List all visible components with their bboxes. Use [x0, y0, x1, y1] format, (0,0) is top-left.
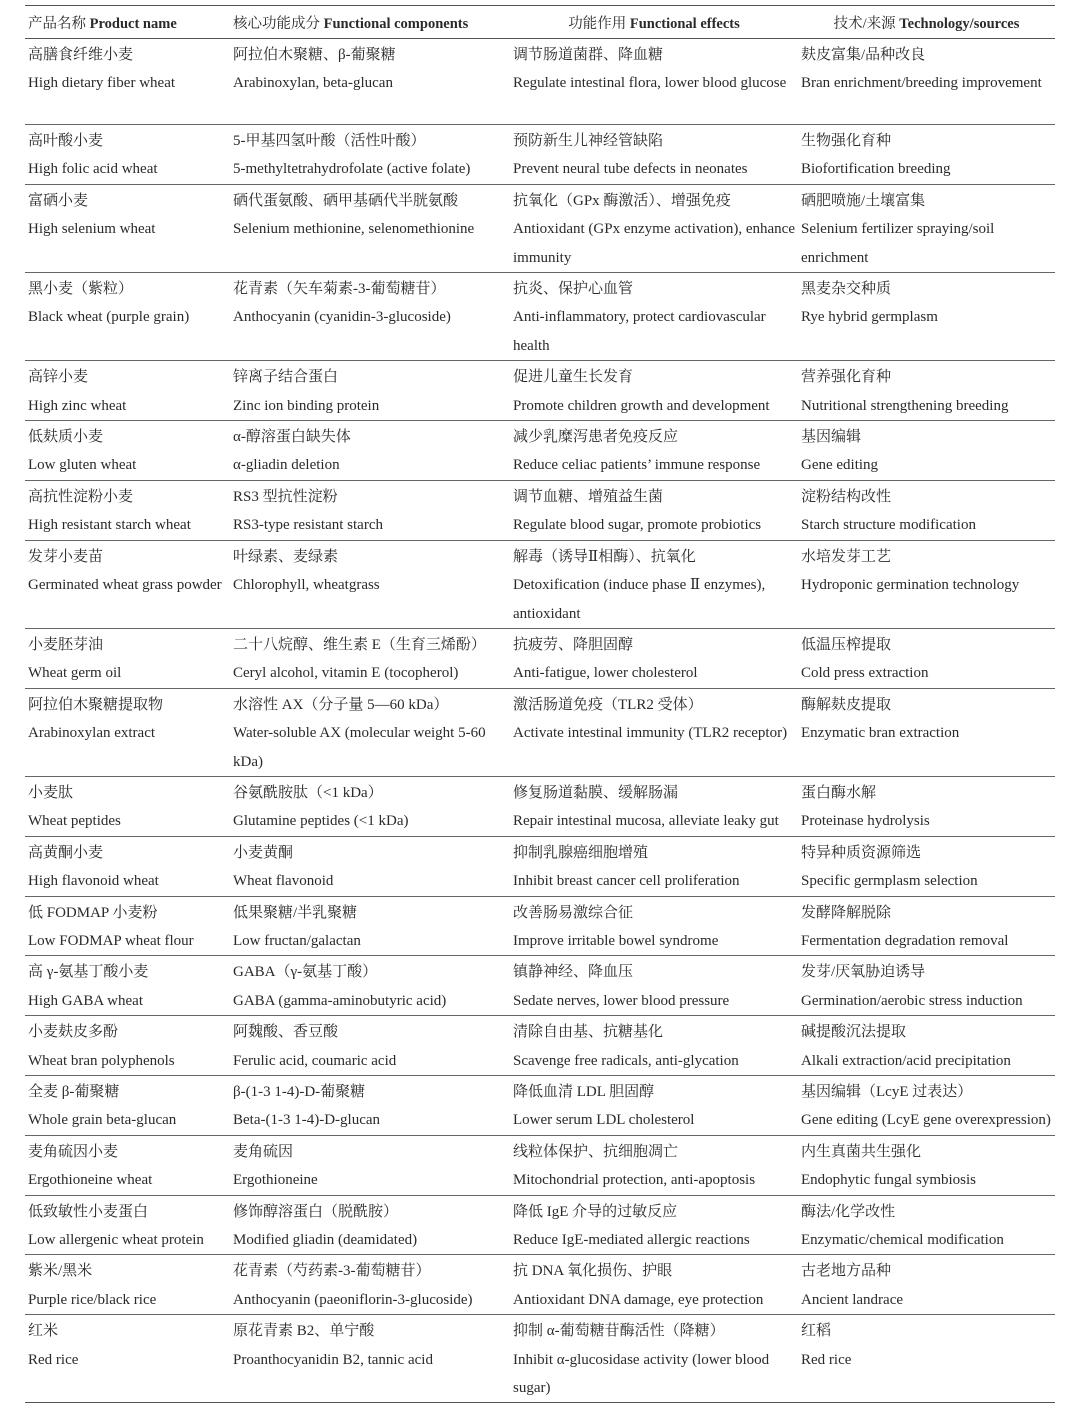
- header-technology-sources: [798, 6, 1055, 39]
- cell-text-en: Black wheat (purple grain): [28, 309, 190, 326]
- cell-text-zh: 低致敏性小麦蛋白: [28, 1203, 149, 1220]
- cell-text-zh: 全麦 β-葡聚糖: [28, 1084, 120, 1100]
- header-functional-effects: [510, 6, 798, 39]
- cell-text-zh: 解毒（诱导Ⅱ相酶）、抗氧化: [513, 548, 696, 565]
- cell-text-zh: 调节血糖、增殖益生菌: [513, 488, 664, 505]
- cell-text-zh: 预防新生儿神经管缺陷: [513, 133, 664, 149]
- cell-technology: [798, 273, 1055, 361]
- cell-effects: [510, 540, 798, 628]
- cell-components: [230, 776, 510, 836]
- cell-effects: [510, 39, 798, 125]
- cell-text-en: Detoxification (induce phase Ⅱ enzymes), antioxidant: [513, 577, 766, 622]
- cell-technology: [798, 361, 1055, 421]
- cell-text-zh: 基因编辑（LcyE 过表达）: [801, 1084, 973, 1100]
- cell-text-zh: 水培发芽工艺: [801, 548, 892, 565]
- cell-effects: [510, 628, 798, 688]
- cell-text-zh: 麦角硫因小麦: [28, 1143, 119, 1160]
- cell-text-en: 5-methyltetrahydrofolate (active folate): [233, 161, 471, 178]
- cell-text-zh: 高 γ-氨基丁酸小麦: [28, 964, 149, 981]
- cell-text-en: High resistant starch wheat: [28, 517, 191, 534]
- cell-text-en: Wheat bran polyphenols: [28, 1052, 175, 1069]
- cell-technology: [798, 1195, 1055, 1255]
- cell-product: [25, 125, 230, 185]
- header-zh: 功能作用: [568, 15, 627, 32]
- cell-components: [230, 956, 510, 1016]
- cell-text-en: Antioxidant (GPx enzyme activation), enhance immunity: [513, 221, 795, 266]
- cell-text-zh: 抗 DNA 氧化损伤、护眼: [513, 1263, 673, 1280]
- cell-text-en: Lower serum LDL cholesterol: [513, 1112, 695, 1129]
- cell-text-en: Anthocyanin (cyanidin-3-glucoside): [233, 309, 451, 326]
- cell-effects: [510, 184, 798, 272]
- cell-text-zh: 发芽/厌氧胁迫诱导: [801, 964, 926, 981]
- table-row: [25, 1076, 1055, 1136]
- cell-text-en: Anthocyanin (paeoniflorin-3-glucoside): [233, 1291, 473, 1308]
- cell-text-zh: 麦角硫因: [233, 1143, 294, 1160]
- cell-text-zh: 碱提酸沉法提取: [801, 1024, 907, 1041]
- cell-components: [230, 688, 510, 776]
- cell-technology: [798, 1016, 1055, 1076]
- cell-text-zh: 高锌小麦: [28, 369, 89, 386]
- table-row: [25, 836, 1055, 896]
- cell-text-en: Bran enrichment/breeding improvement: [801, 75, 1042, 92]
- cell-technology: [798, 1076, 1055, 1136]
- table-body: [25, 39, 1055, 1403]
- cell-effects: [510, 273, 798, 361]
- header-zh: 核心功能成分: [233, 15, 320, 32]
- cell-text-en: Low FODMAP wheat flour: [28, 932, 194, 949]
- cell-effects: [510, 776, 798, 836]
- cell-text-zh: 特异种质资源筛选: [801, 844, 922, 861]
- cell-text-en: Red rice: [801, 1351, 852, 1368]
- cell-components: [230, 184, 510, 272]
- cell-text-en: GABA (gamma-aminobutyric acid): [233, 992, 447, 1009]
- cell-text-en: Beta-(1-3 1-4)-D-glucan: [233, 1112, 381, 1129]
- cell-components: [230, 1255, 510, 1315]
- cell-text-zh: 低 FODMAP 小麦粉: [28, 904, 158, 921]
- cell-text-zh: 谷氨酰胺肽（<1 kDa）: [233, 784, 383, 801]
- cell-text-zh: 减少乳糜泻患者免疫反应: [513, 429, 679, 446]
- cell-text-en: Wheat flavonoid: [233, 873, 334, 890]
- cell-text-en: High folic acid wheat: [28, 161, 158, 178]
- cell-text-en: RS3-type resistant starch: [233, 517, 383, 534]
- cell-text-zh: 高黄酮小麦: [28, 844, 104, 861]
- cell-text-zh: 营养强化育种: [801, 369, 892, 386]
- header-zh: 产品名称: [28, 15, 86, 32]
- cell-components: [230, 1076, 510, 1136]
- cell-text-en: Inhibit breast cancer cell proliferation: [513, 873, 740, 890]
- cell-product: [25, 896, 230, 956]
- cell-text-zh: 生物强化育种: [801, 133, 892, 149]
- cell-text-zh: 改善肠易激综合征: [513, 904, 634, 921]
- table-row: [25, 39, 1055, 125]
- cell-text-zh: 叶绿素、麦绿素: [233, 548, 339, 565]
- cell-effects: [510, 1016, 798, 1076]
- cell-text-zh: 修复肠道黏膜、缓解肠漏: [513, 784, 679, 801]
- cell-text-en: Proanthocyanidin B2, tannic acid: [233, 1351, 433, 1368]
- cell-effects: [510, 125, 798, 185]
- cell-text-zh: 花青素（矢车菊素-3-葡萄糖苷）: [233, 281, 446, 298]
- cell-text-zh: 抗疲劳、降胆固醇: [513, 636, 634, 653]
- cell-text-en: Zinc ion binding protein: [233, 397, 380, 414]
- cell-product: [25, 184, 230, 272]
- cell-technology: [798, 836, 1055, 896]
- cell-text-en: Repair intestinal mucosa, alleviate leaky gut: [513, 813, 779, 830]
- cell-product: [25, 628, 230, 688]
- cell-product: [25, 480, 230, 540]
- cell-text-en: Water-soluble AX (molecular weight 5-60 kDa): [233, 725, 486, 770]
- cell-text-en: Alkali extraction/acid precipitation: [801, 1052, 1011, 1069]
- cell-text-en: Whole grain beta-glucan: [28, 1112, 177, 1129]
- cell-text-zh: β-(1-3 1-4)-D-葡聚糖: [233, 1084, 366, 1100]
- cell-text-en: Low gluten wheat: [28, 457, 137, 474]
- cell-product: [25, 540, 230, 628]
- cell-technology: [798, 125, 1055, 185]
- cell-technology: [798, 540, 1055, 628]
- cell-effects: [510, 836, 798, 896]
- cell-text-zh: 蛋白酶水解: [801, 784, 877, 801]
- cell-product: [25, 421, 230, 481]
- table-row: [25, 1135, 1055, 1195]
- cell-text-en: Reduce IgE-mediated allergic reactions: [513, 1232, 750, 1249]
- cell-text-en: Arabinoxylan, beta-glucan: [233, 75, 393, 92]
- cell-components: [230, 836, 510, 896]
- functional-wheat-table: [25, 5, 1055, 1403]
- table-row: [25, 1315, 1055, 1403]
- cell-text-en: Regulate blood sugar, promote probiotics: [513, 517, 762, 534]
- cell-text-en: Antioxidant DNA damage, eye protection: [513, 1291, 764, 1308]
- cell-text-zh: 黑麦杂交种质: [801, 281, 892, 298]
- cell-text-zh: 黑小麦（紫粒）: [28, 281, 134, 298]
- cell-text-zh: 古老地方品种: [801, 1263, 892, 1280]
- cell-product: [25, 273, 230, 361]
- cell-effects: [510, 1255, 798, 1315]
- table-row: [25, 361, 1055, 421]
- cell-text-en: Improve irritable bowel syndrome: [513, 932, 719, 949]
- cell-text-zh: 酶法/化学改性: [801, 1203, 896, 1220]
- cell-text-zh: RS3 型抗性淀粉: [233, 488, 338, 505]
- cell-text-en: Ancient landrace: [801, 1291, 904, 1308]
- cell-text-en: Hydroponic germination technology: [801, 577, 1020, 594]
- header-product-name: [25, 6, 230, 39]
- cell-text-en: Ceryl alcohol, vitamin E (tocopherol): [233, 665, 459, 682]
- table-row: [25, 896, 1055, 956]
- cell-text-en: Ferulic acid, coumaric acid: [233, 1052, 397, 1069]
- cell-components: [230, 361, 510, 421]
- cell-text-en: Anti-inflammatory, protect cardiovascular health: [513, 309, 766, 354]
- cell-text-en: Modified gliadin (deamidated): [233, 1232, 418, 1249]
- cell-effects: [510, 896, 798, 956]
- table-row: [25, 776, 1055, 836]
- cell-text-zh: 水溶性 AX（分子量 5—60 kDa）: [233, 696, 449, 713]
- cell-text-en: Arabinoxylan extract: [28, 725, 156, 742]
- table-row: [25, 273, 1055, 361]
- cell-text-en: High GABA wheat: [28, 992, 143, 1009]
- cell-text-en: High zinc wheat: [28, 397, 127, 414]
- cell-text-en: Sedate nerves, lower blood pressure: [513, 992, 730, 1009]
- cell-effects: [510, 956, 798, 1016]
- cell-text-zh: 小麦胚芽油: [28, 636, 104, 653]
- cell-text-zh: 硒代蛋氨酸、硒甲基硒代半胱氨酸: [233, 192, 459, 209]
- cell-text-zh: 小麦肽: [28, 784, 74, 801]
- cell-text-en: High selenium wheat: [28, 221, 156, 238]
- cell-text-zh: 线粒体保护、抗细胞凋亡: [513, 1143, 679, 1160]
- table-row: [25, 184, 1055, 272]
- cell-text-zh: 发芽小麦苗: [28, 548, 104, 565]
- cell-text-en: Nutritional strengthening breeding: [801, 397, 1009, 414]
- cell-text-en: Low allergenic wheat protein: [28, 1232, 204, 1249]
- header-en: Functional effects: [629, 15, 740, 32]
- table-row: [25, 1016, 1055, 1076]
- cell-effects: [510, 1315, 798, 1403]
- cell-effects: [510, 1195, 798, 1255]
- cell-text-zh: 高抗性淀粉小麦: [28, 488, 134, 505]
- cell-text-zh: 发酵降解脱除: [801, 904, 892, 921]
- cell-text-en: Inhibit α-glucosidase activity (lower blood sugar): [513, 1351, 770, 1397]
- cell-text-zh: 激活肠道免疫（TLR2 受体）: [513, 696, 703, 713]
- cell-text-zh: 内生真菌共生强化: [801, 1143, 922, 1160]
- cell-text-en: Biofortification breeding: [801, 161, 951, 178]
- cell-technology: [798, 184, 1055, 272]
- cell-text-en: Wheat peptides: [28, 813, 121, 830]
- cell-text-zh: GABA（γ-氨基丁酸）: [233, 964, 378, 981]
- table-row: [25, 688, 1055, 776]
- cell-text-zh: 小麦麸皮多酚: [28, 1024, 119, 1041]
- cell-components: [230, 1195, 510, 1255]
- cell-effects: [510, 1076, 798, 1136]
- table-row: [25, 480, 1055, 540]
- cell-text-en: Gene editing: [801, 457, 879, 474]
- cell-technology: [798, 628, 1055, 688]
- table-row: [25, 540, 1055, 628]
- cell-effects: [510, 361, 798, 421]
- cell-text-en: Endophytic fungal symbiosis: [801, 1172, 976, 1189]
- cell-text-zh: 二十八烷醇、维生素 E（生育三烯酚）: [233, 636, 486, 653]
- cell-text-en: Specific germplasm selection: [801, 873, 978, 890]
- cell-effects: [510, 421, 798, 481]
- cell-text-zh: 抗氧化（GPx 酶激活）、增强免疫: [513, 192, 731, 209]
- cell-text-en: Germination/aerobic stress induction: [801, 992, 1023, 1009]
- cell-text-zh: 红米: [28, 1323, 59, 1340]
- cell-components: [230, 1016, 510, 1076]
- cell-text-zh: 酶解麸皮提取: [801, 696, 892, 713]
- cell-technology: [798, 1135, 1055, 1195]
- cell-text-zh: 阿魏酸、香豆酸: [233, 1024, 339, 1041]
- cell-text-en: Starch structure modification: [801, 517, 976, 534]
- table-row: [25, 421, 1055, 481]
- header-functional-components: [230, 6, 510, 39]
- cell-text-en: Prevent neural tube defects in neonates: [513, 161, 748, 178]
- header-en: Technology/sources: [899, 15, 1020, 32]
- cell-text-en: Enzymatic/chemical modification: [801, 1232, 1004, 1249]
- cell-text-zh: 原花青素 B2、单宁酸: [233, 1323, 375, 1340]
- cell-technology: [798, 1315, 1055, 1403]
- cell-text-en: Rye hybrid germplasm: [801, 309, 938, 326]
- cell-text-en: Regulate intestinal flora, lower blood glucose: [513, 75, 787, 92]
- cell-text-en: Mitochondrial protection, anti-apoptosis: [513, 1172, 756, 1189]
- cell-text-en: Proteinase hydrolysis: [801, 813, 930, 830]
- cell-technology: [798, 896, 1055, 956]
- header-en: Functional components: [323, 15, 469, 32]
- cell-text-zh: 调节肠道菌群、降血糖: [513, 47, 664, 63]
- cell-text-zh: 富硒小麦: [28, 192, 89, 209]
- cell-product: [25, 1315, 230, 1403]
- cell-text-zh: 低温压榨提取: [801, 636, 892, 653]
- header-en: Product name: [89, 15, 177, 32]
- cell-text-en: Chlorophyll, wheatgrass: [233, 577, 380, 594]
- cell-text-en: Selenium methionine, selenomethionine: [233, 221, 475, 238]
- cell-text-zh: 小麦黄酮: [233, 844, 294, 861]
- cell-product: [25, 1195, 230, 1255]
- table-header: [25, 6, 1055, 39]
- header-row: [25, 6, 1055, 39]
- cell-technology: [798, 480, 1055, 540]
- cell-technology: [798, 956, 1055, 1016]
- cell-text-en: High dietary fiber wheat: [28, 75, 176, 92]
- cell-product: [25, 836, 230, 896]
- cell-product: [25, 39, 230, 125]
- cell-technology: [798, 39, 1055, 125]
- cell-text-en: Ergothioneine wheat: [28, 1172, 153, 1189]
- cell-text-zh: 抗炎、保护心血管: [513, 281, 634, 298]
- cell-product: [25, 1076, 230, 1136]
- cell-effects: [510, 480, 798, 540]
- cell-text-zh: 阿拉伯木聚糖提取物: [28, 696, 164, 713]
- cell-text-zh: 硒肥喷施/土壤富集: [801, 192, 926, 209]
- cell-text-en: Gene editing (LcyE gene overexpression): [801, 1112, 1051, 1129]
- cell-components: [230, 125, 510, 185]
- cell-text-zh: 红稻: [801, 1323, 832, 1340]
- cell-text-en: Red rice: [28, 1351, 79, 1368]
- cell-components: [230, 1315, 510, 1403]
- cell-text-en: Fermentation degradation removal: [801, 932, 1009, 949]
- cell-text-zh: 低麸质小麦: [28, 429, 104, 446]
- cell-text-zh: 淀粉结构改性: [801, 488, 892, 505]
- cell-text-zh: 基因编辑: [801, 429, 862, 446]
- cell-text-en: Ergothioneine: [233, 1172, 318, 1189]
- cell-technology: [798, 1255, 1055, 1315]
- cell-text-en: Activate intestinal immunity (TLR2 receptor): [513, 725, 788, 742]
- cell-text-en: α-gliadin deletion: [233, 457, 340, 474]
- cell-effects: [510, 1135, 798, 1195]
- cell-text-en: High flavonoid wheat: [28, 873, 159, 890]
- cell-text-zh: 抑制乳腺癌细胞增殖: [513, 844, 649, 861]
- cell-text-en: Glutamine peptides (<1 kDa): [233, 813, 409, 830]
- cell-text-zh: 降低 IgE 介导的过敏反应: [513, 1203, 678, 1220]
- cell-effects: [510, 688, 798, 776]
- cell-text-en: Purple rice/black rice: [28, 1291, 157, 1308]
- cell-product: [25, 361, 230, 421]
- cell-product: [25, 1255, 230, 1315]
- cell-components: [230, 480, 510, 540]
- cell-text-zh: 修饰醇溶蛋白（脱酰胺）: [233, 1203, 399, 1220]
- cell-product: [25, 688, 230, 776]
- cell-text-zh: 降低血清 LDL 胆固醇: [513, 1084, 655, 1100]
- cell-components: [230, 421, 510, 481]
- cell-components: [230, 540, 510, 628]
- cell-text-zh: 花青素（芍药素-3-葡萄糖苷）: [233, 1263, 431, 1280]
- cell-technology: [798, 688, 1055, 776]
- cell-components: [230, 1135, 510, 1195]
- cell-text-en: Germinated wheat grass powder: [28, 577, 222, 594]
- cell-text-en: Wheat germ oil: [28, 665, 122, 682]
- cell-components: [230, 273, 510, 361]
- cell-text-zh: 高叶酸小麦: [28, 133, 104, 149]
- cell-text-zh: 高膳食纤维小麦: [28, 47, 134, 63]
- cell-text-zh: 低果聚糖/半乳聚糖: [233, 904, 358, 921]
- cell-components: [230, 628, 510, 688]
- cell-text-zh: 锌离子结合蛋白: [233, 369, 339, 386]
- cell-text-zh: 镇静神经、降血压: [513, 964, 634, 981]
- cell-text-en: Low fructan/galactan: [233, 932, 361, 949]
- table-row: [25, 628, 1055, 688]
- cell-technology: [798, 776, 1055, 836]
- cell-text-zh: 阿拉伯木聚糖、β-葡聚糖: [233, 47, 396, 63]
- table-row: [25, 1255, 1055, 1315]
- cell-text-en: Cold press extraction: [801, 665, 929, 682]
- cell-text-zh: 麸皮富集/品种改良: [801, 47, 926, 63]
- cell-product: [25, 956, 230, 1016]
- cell-text-en: Enzymatic bran extraction: [801, 725, 960, 742]
- cell-text-zh: α-醇溶蛋白缺失体: [233, 429, 351, 446]
- cell-text-en: Reduce celiac patients’ immune response: [513, 457, 761, 474]
- table-row: [25, 956, 1055, 1016]
- cell-technology: [798, 421, 1055, 481]
- table-container: [25, 5, 1055, 1403]
- cell-product: [25, 1016, 230, 1076]
- cell-text-en: Promote children growth and development: [513, 397, 770, 414]
- cell-text-zh: 清除自由基、抗糖基化: [513, 1024, 664, 1041]
- cell-text-zh: 5-甲基四氢叶酸（活性叶酸）: [233, 133, 426, 149]
- cell-components: [230, 39, 510, 125]
- cell-text-zh: 紫米/黑米: [28, 1263, 93, 1280]
- cell-text-en: Scavenge free radicals, anti-glycation: [513, 1052, 739, 1069]
- cell-text-zh: 促进儿童生长发育: [513, 369, 634, 386]
- table-row: [25, 1195, 1055, 1255]
- table-row: [25, 125, 1055, 185]
- cell-text-zh: 抑制 α-葡萄糖苷酶活性（降糖）: [513, 1323, 725, 1340]
- cell-text-en: Anti-fatigue, lower cholesterol: [513, 665, 698, 682]
- cell-product: [25, 1135, 230, 1195]
- header-zh: 技术/来源: [833, 15, 896, 32]
- cell-text-en: Selenium fertilizer spraying/soil enrichment: [801, 221, 995, 266]
- cell-components: [230, 896, 510, 956]
- cell-product: [25, 776, 230, 836]
